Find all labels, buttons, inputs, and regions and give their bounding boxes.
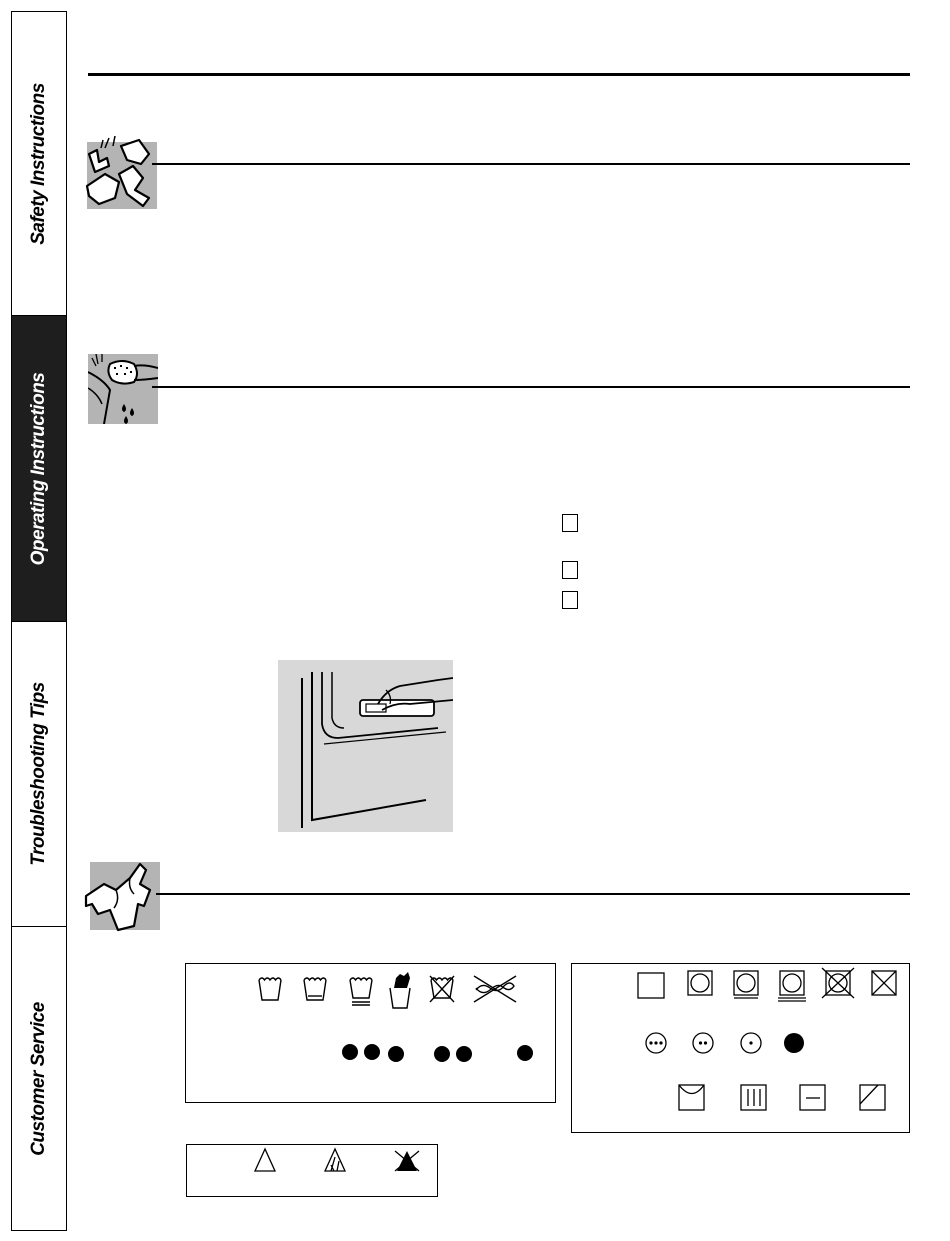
section-rule [156,893,910,895]
shirt-icon [90,862,160,930]
tab-label: Safety Instructions [28,82,49,245]
do-not-tumble-dry-icon [822,968,854,998]
sponge-scrub-icon [88,354,158,424]
wash-tub-icon [304,978,326,1000]
wash-tub-icon [259,978,281,1000]
dryer-door-lint-filter-illustration [278,660,453,832]
tumble-dry-gentle-icon [778,971,806,1001]
do-not-bleach-icon [397,1151,417,1171]
tab-troubleshooting-tips[interactable] [12,622,66,927]
medium-heat-icon [693,1033,713,1053]
dry-in-shade-icon [860,1085,885,1110]
tumble-dry-square-icon [638,973,664,998]
checkbox-icon [562,561,578,579]
do-not-dry-icon [872,971,896,995]
non-chlorine-bleach-icon [325,1149,345,1171]
tab-safety-instructions[interactable] [12,12,66,316]
dry-flat-icon [800,1085,825,1110]
section-rule [152,386,910,388]
wash-symbols-panel [185,963,556,1103]
bleach-any-icon [255,1149,275,1171]
do-not-wring-icon [474,976,516,1002]
checkbox-icon [562,514,578,532]
wash-tub-lines-icon [350,978,372,1005]
hand-wash-icon [390,988,410,1008]
sidebar-nav [11,11,67,1231]
header-rule [88,73,910,76]
section-rule [152,163,910,165]
clothes-pile-icon [87,142,157,209]
drip-dry-icon [741,1085,766,1110]
tumble-dry-permanent-press-icon [734,971,758,998]
do-not-wash-icon [430,976,454,1002]
tab-label: Troubleshooting Tips [28,682,49,866]
tab-label: Operating Instructions [28,372,49,565]
tab-customer-service[interactable] [12,927,66,1230]
line-dry-icon [679,1085,704,1110]
bleach-symbols-panel [186,1144,438,1197]
tab-operating-instructions[interactable] [12,316,66,622]
checkbox-icon [562,591,578,609]
tab-label: Customer Service [28,1001,49,1156]
tumble-dry-circle-icon [688,971,712,995]
dry-symbols-panel [571,963,910,1133]
temperature-dots [342,1044,533,1062]
no-heat-icon [784,1033,804,1053]
